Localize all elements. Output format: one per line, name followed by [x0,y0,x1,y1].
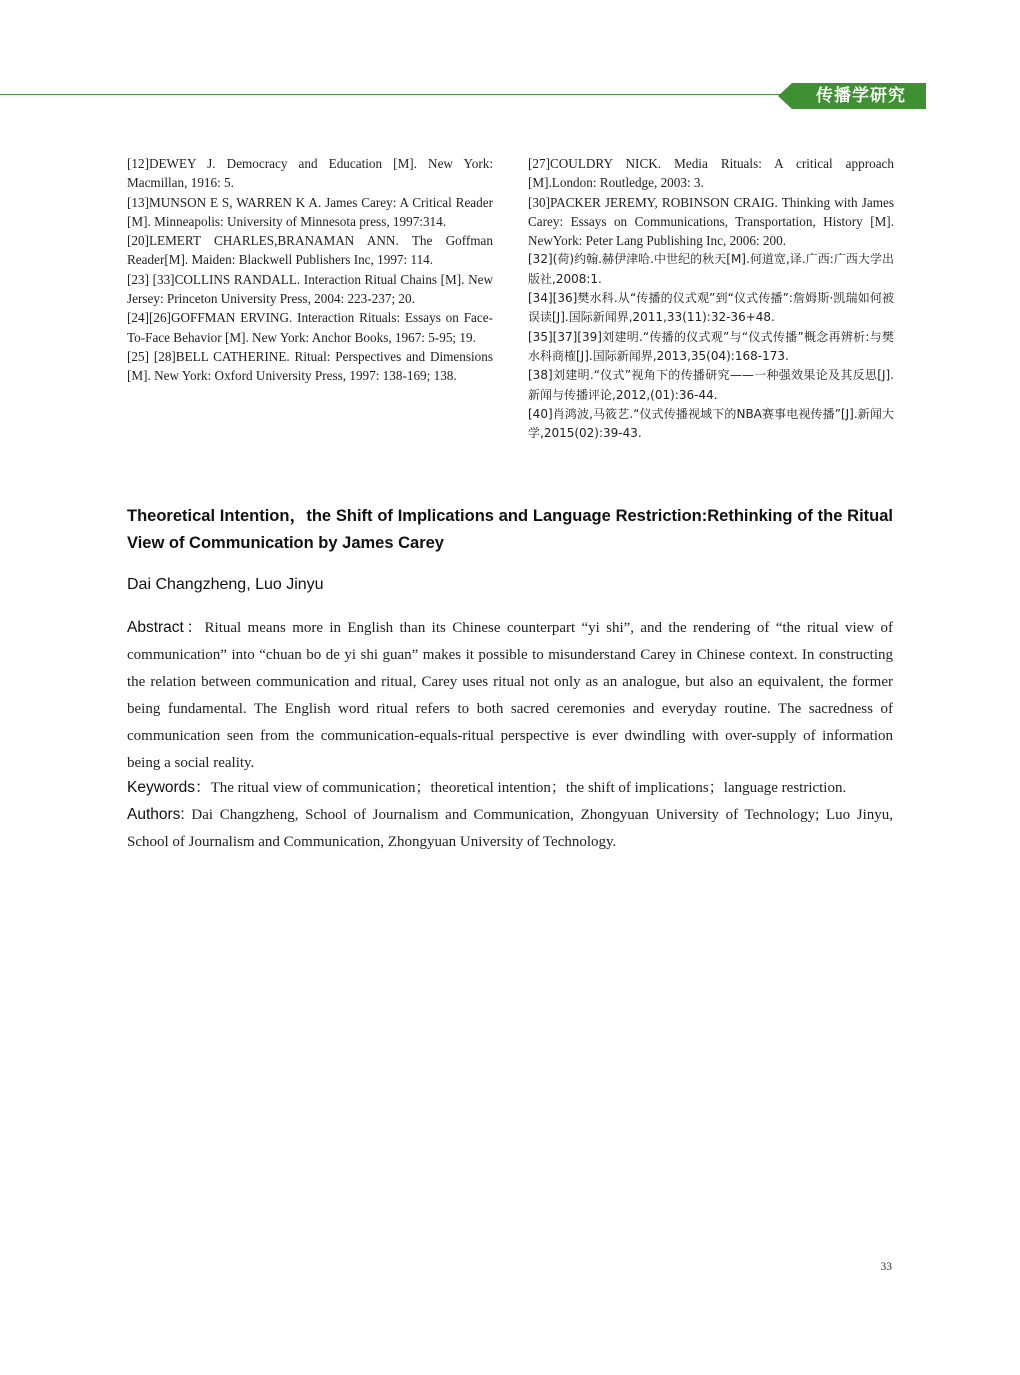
authors-label: Authors: [127,806,185,823]
reference-item: [12]DEWEY J. Democracy and Education [M]. New York: Macmillan, 1916: 5. [127,156,493,191]
references-left-column [127,154,493,386]
header-rule [0,94,800,95]
reference-item: [38]刘建明.“仪式”视角下的传播研究——一种强效果论及其反思[J].新闻与传播评论,2012,(01):36-44. [528,368,894,402]
page-number: 33 [880,1261,892,1273]
reference-item: [30]PACKER JEREMY, ROBINSON CRAIG. Thinking with James Carey: Essays on Communications, Transportation, History [M]. NewYork: Peter Lang Publishing Inc, 2006: 200. [528,194,894,249]
reference-item: [13]MUNSON E S, WARREN K A. James Carey: A Critical Reader [M]. Minneapolis: University of Minnesota press, 1997:314. [127,194,493,229]
reference-item: [24][26]GOFFMAN ERVING. Interaction Rituals: Essays on Face-To-Face Behavior [M]. New York: Anchor Books, 1967: 5-95; 19. [127,310,493,345]
section-label: 传播学研究 [816,86,906,106]
abstract-label: Abstract： [127,619,205,636]
reference-item: [27]COULDRY NICK. Media Rituals: A critical approach [M].London: Routledge, 2003: 3. [528,156,894,191]
reference-item: [25] [28]BELL CATHERINE. Ritual: Perspectives and Dimensions [M]. New York: Oxford University Press, 1997: 138-169; 138. [127,348,493,384]
keywords-text: The ritual view of communication；theoretical intention；the shift of implications；language restriction. [210,780,847,796]
abstract-text: Ritual means more in English than its Chinese counterpart “yi shi”, and the rendering of “the ritual view of communication” into “chuan bo de yi shi guan” makes it possible to misunderstand Carey in Chinese context. In constructing the relation between communication and ritual, Carey uses ritual not only as an analogue, but also an equivalent, the former being fundamental. The English word ritual refers to both sacred ceremonies and everyday routine. The sacredness of communication seen from the communication-equals-ritual perspective is ever dwindling with over-supply of information being a social reality. [127,620,893,771]
references-right-column [528,154,894,443]
keywords-label: Keywords： [127,779,211,796]
reference-item: [32](荷)约翰.赫伊津哈.中世纪的秋天[M].何道宽,译.广西:广西大学出版社,2008:1. [528,252,894,286]
abstract-paragraph [127,614,893,777]
reference-item: [23] [33]COLLINS RANDALL. Interaction Ritual Chains [M]. New Jersey: Princeton University Press, 2004: 223-237; 20. [127,271,493,307]
keywords-paragraph [127,774,893,802]
english-title: Theoretical Intention，the Shift of Implications and Language Restriction:Rethinking of the Ritual View of Communication by James Carey [127,507,893,552]
reference-item: [20]LEMERT CHARLES,BRANAMAN ANN. The Goffman Reader[M]. Maiden: Blackwell Publishers Inc, 1997: 114. [127,233,493,268]
authors-text: Dai Changzheng, School of Journalism and Communication, Zhongyuan University of Technology; Luo Jinyu, School of Journalism and Communication, Zhongyuan University of Technology. [127,807,894,850]
reference-item: [35][37][39]刘建明.“传播的仪式观”与“仪式传播”概念再辨析:与樊水科商榷[J].国际新闻界,2013,35(04):168-173. [528,329,894,363]
reference-item: [40]肖鸿波,马筱艺.“仪式传播视域下的NBA赛事电视传播”[J].新闻大学,2015(02):39-43. [528,406,894,441]
english-authors: Dai Changzheng, Luo Jinyu [127,576,324,593]
authors-paragraph [127,801,893,856]
reference-item: [34][36]樊水科.从“传播的仪式观”到“仪式传播”:詹姆斯·凯瑞如何被误读[J].国际新闻界,2011,33(11):32-36+48. [528,291,894,325]
